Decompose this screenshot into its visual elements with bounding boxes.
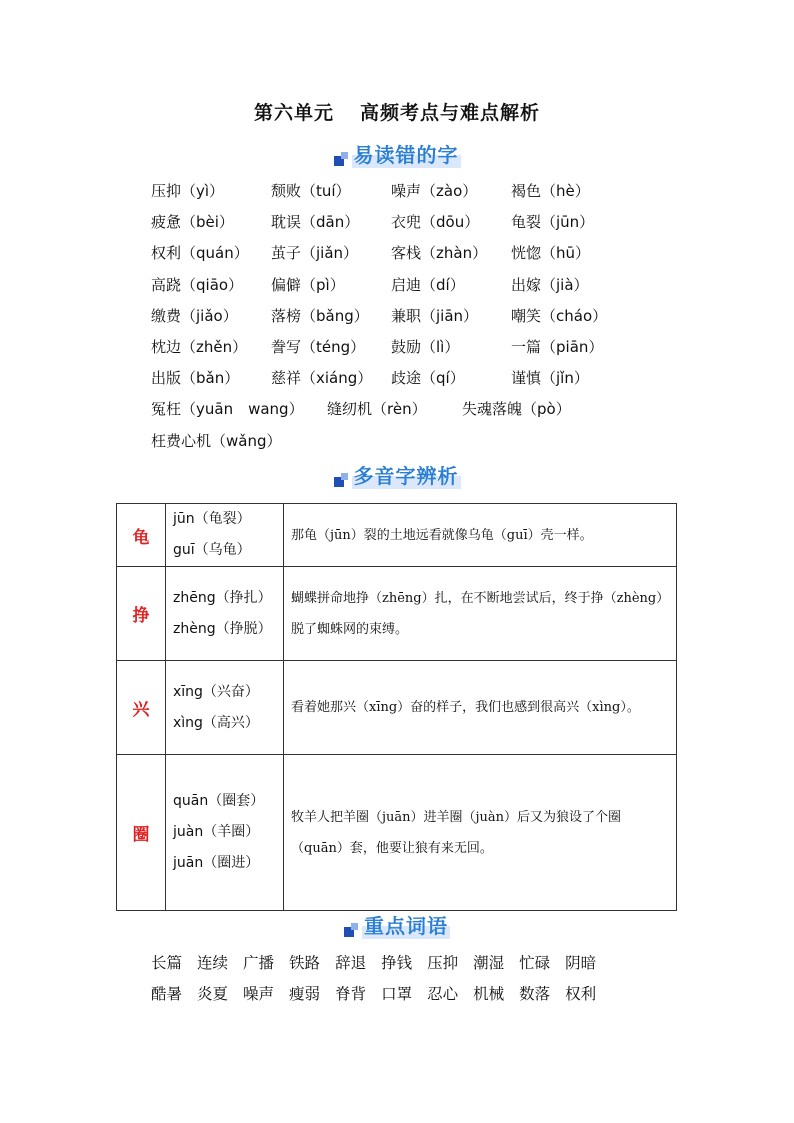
misread-word: 耽误（dān） <box>271 213 360 232</box>
misread-word: 一篇（piān） <box>511 338 604 356</box>
misread-word: 龟裂（jūn） <box>511 213 595 232</box>
misread-word: 衣兜（dōu） <box>391 213 480 232</box>
polyphone-example: 看着她那兴（xīng）奋的样子，我们也感到很高兴（xìng）。 <box>284 661 677 755</box>
polyphone-readings <box>166 661 284 755</box>
reading: zhèng（挣脱） <box>173 620 272 637</box>
reading: juàn（羊圈） <box>173 824 260 840</box>
keyword: 炎夏 <box>197 985 229 1003</box>
table-row <box>117 755 677 911</box>
polyphone-table <box>116 503 677 911</box>
keyword: 潮湿 <box>473 954 505 972</box>
misread-word: 启迪（dí） <box>391 275 465 294</box>
section-marker-icon <box>334 152 348 166</box>
misread-word: 颓败（tuí） <box>271 182 351 200</box>
keyword: 忍心 <box>427 985 459 1003</box>
reading: zhēng（挣扎） <box>173 589 272 606</box>
keyword: 数落 <box>519 985 551 1003</box>
section-title: 易读错的字 <box>352 139 461 168</box>
reading: jūn（龟裂） <box>173 511 251 527</box>
polyphone-example: 蝴蝶拼命地挣（zhēng）扎，在不断地尝试后，终于挣（zhèng）脱了蜘蛛网的束缚。 <box>284 567 677 661</box>
keyword: 脊背 <box>335 985 367 1003</box>
misread-word: 权利（quán） <box>151 244 249 263</box>
misread-word: 失魂落魄（pò） <box>462 400 571 419</box>
polyphone-char: 挣 <box>117 567 166 661</box>
misread-word: 噪声（zào） <box>391 182 478 200</box>
section-title: 多音字辨析 <box>352 460 461 489</box>
misread-word: 誊写（téng） <box>271 338 366 356</box>
polyphone-readings <box>166 755 284 911</box>
keyword: 挣钱 <box>381 954 413 972</box>
keyword: 噪声 <box>243 985 275 1003</box>
section-marker-icon <box>334 473 348 487</box>
table-row <box>117 504 677 567</box>
section-header-misread <box>0 139 794 168</box>
keyword: 酷暑 <box>151 985 183 1003</box>
page-title <box>0 98 794 125</box>
keyword: 长篇 <box>151 954 183 972</box>
misread-word: 高跷（qiāo） <box>151 275 244 294</box>
misread-word: 歧途（qí） <box>391 369 465 388</box>
misread-word: 茧子（jiǎn） <box>271 244 359 263</box>
misread-word: 冤枉（yuān wang） <box>151 400 304 419</box>
misread-word: 兼职（jiān） <box>391 306 479 325</box>
keyword: 忙碌 <box>519 954 551 972</box>
misread-word: 落榜（bǎng） <box>271 306 369 325</box>
polyphone-readings <box>166 567 284 661</box>
polyphone-readings <box>166 504 284 567</box>
section-title: 重点词语 <box>362 910 450 939</box>
keyword: 机械 <box>473 985 505 1003</box>
reading: guī（乌龟） <box>173 542 251 558</box>
table-row <box>117 661 677 755</box>
misread-word: 鼓励（lì） <box>391 338 460 356</box>
keyword: 瘦弱 <box>289 985 321 1003</box>
reading: quān（圈套） <box>173 793 265 809</box>
section-header-keywords <box>0 910 794 939</box>
reading: juān（圈进） <box>173 855 260 871</box>
polyphone-example: 那龟（jūn）裂的土地远看就像乌龟（guī）壳一样。 <box>284 504 677 567</box>
misread-word: 偏僻（pì） <box>271 275 345 294</box>
misread-word: 客栈（zhàn） <box>391 244 488 263</box>
keyword-row <box>151 951 611 973</box>
misread-word: 出版（bǎn） <box>151 369 240 388</box>
title-unit: 第六单元 <box>253 102 334 124</box>
misread-word: 慈祥（xiáng） <box>271 369 373 388</box>
table-row <box>117 567 677 661</box>
reading: xīng（兴奋） <box>173 683 259 700</box>
section-header-polyphone <box>0 460 794 489</box>
keyword: 口罩 <box>381 985 413 1003</box>
misread-word: 枕边（zhěn） <box>151 338 248 356</box>
polyphone-char: 兴 <box>117 661 166 755</box>
misread-word: 缝纫机（rèn） <box>327 400 427 419</box>
misread-word: 压抑（yì） <box>151 182 225 200</box>
misread-word: 出嫁（jià） <box>511 275 589 294</box>
misread-word: 疲惫（bèi） <box>151 213 234 232</box>
keyword: 铁路 <box>289 954 321 972</box>
misread-word: 恍惚（hū） <box>511 244 591 263</box>
misread-word: 褐色（hè） <box>511 182 590 200</box>
misread-word: 谨慎（jǐn） <box>511 369 589 388</box>
polyphone-example: 牧羊人把羊圈（juān）进羊圈（juàn）后又为狼设了个圈（quān）套，他要让狼有来无回。 <box>284 755 677 911</box>
keyword: 连续 <box>197 954 229 972</box>
misread-word: 缴费（jiǎo） <box>151 306 238 325</box>
keyword: 广播 <box>243 954 275 972</box>
keyword-row <box>151 982 611 1004</box>
misread-word: 嘲笑（cháo） <box>511 306 608 325</box>
polyphone-char: 龟 <box>117 504 166 567</box>
misread-word: 枉费心机（wǎng） <box>151 431 282 450</box>
keyword: 压抑 <box>427 954 459 972</box>
keyword: 阴暗 <box>565 954 597 972</box>
keyword: 权利 <box>565 985 597 1003</box>
reading: xìng（高兴） <box>173 714 259 731</box>
section-marker-icon <box>344 923 358 937</box>
polyphone-char: 圈 <box>117 755 166 911</box>
title-topic: 高频考点与难点解析 <box>360 102 541 124</box>
keyword: 辞退 <box>335 954 367 972</box>
